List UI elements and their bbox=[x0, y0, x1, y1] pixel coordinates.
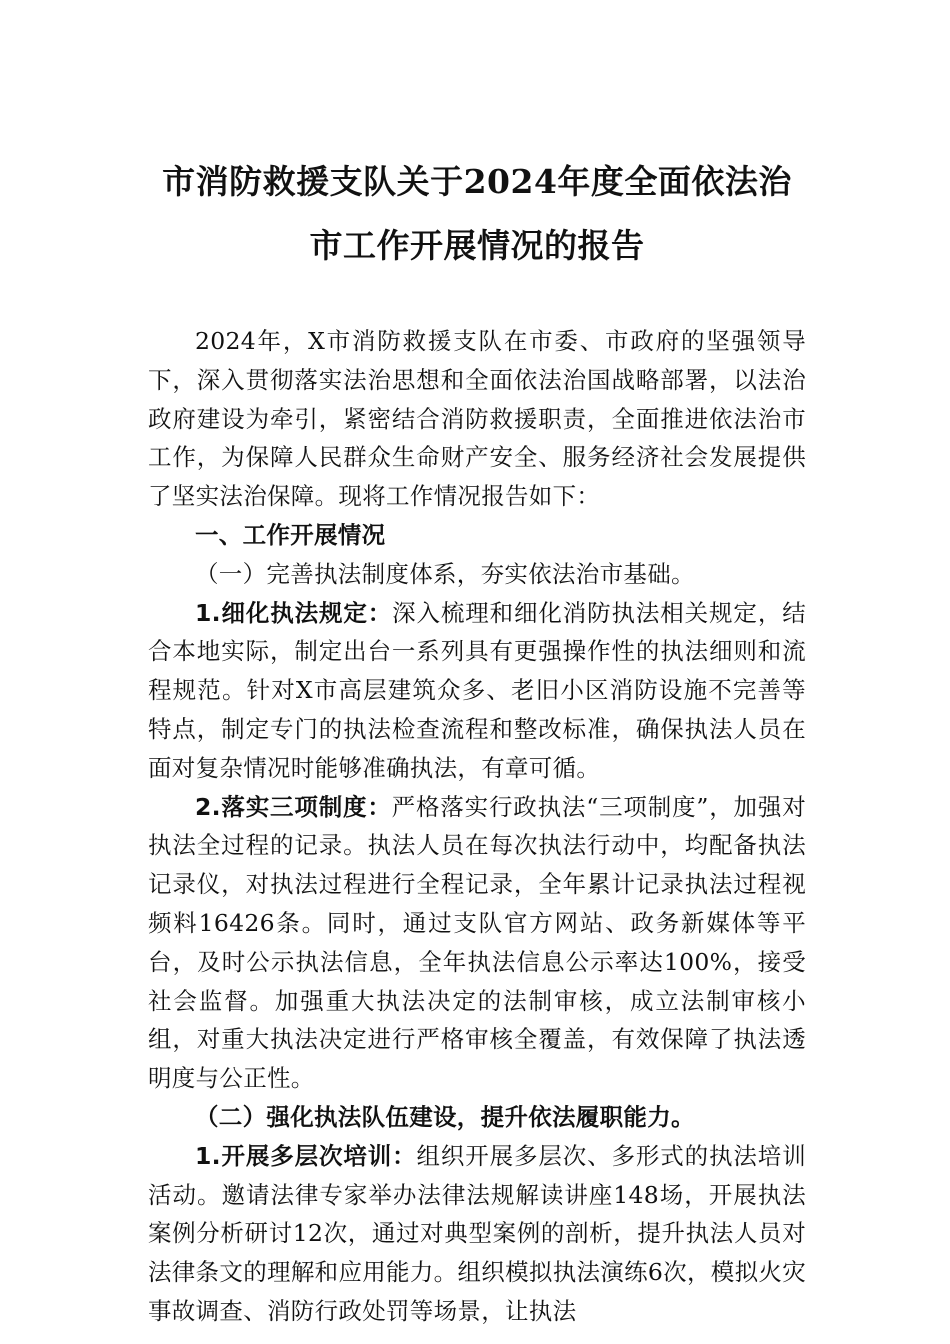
item-lead-1: 1.细化执法规定： bbox=[195, 598, 393, 627]
item-paragraph-2 bbox=[148, 788, 806, 1098]
item-text-3: 组织开展多层次、多形式的执法培训活动。邀请法律专家举办法律法规解读讲座148场，开展执法案例分析研讨12次，通过对典型案例的剖析，提升执法人员对法律条文的理解和应用能力。组织模拟执法演练6次，模拟火灾事故调查、消防行政处罚等场景，让执法 bbox=[148, 1141, 806, 1325]
document-title bbox=[148, 150, 806, 278]
item-lead-3: 1.开展多层次培训： bbox=[195, 1141, 417, 1170]
intro-paragraph: 2024年，X市消防救援支队在市委、市政府的坚强领导下，深入贯彻落实法治思想和全面依法治国战略部署，以法治政府建设为牵引，紧密结合消防救援职责，全面推进依法治市工作，为保障人民群众生命财产安全、服务经济社会发展提供了坚实法治保障。现将工作情况报告如下： bbox=[148, 327, 806, 511]
document-body bbox=[148, 322, 806, 1331]
item-paragraph-1 bbox=[148, 594, 806, 788]
item-lead-2: 2.落实三项制度： bbox=[195, 792, 392, 821]
document-page bbox=[148, 150, 806, 1331]
title-line-2: 市工作开展情况的报告 bbox=[309, 226, 645, 265]
item-text-1: 深入梳理和细化消防执法相关规定，结合本地实际，制定出台一系列具有更强操作性的执法细则和流程规范。针对X市高层建筑众多、老旧小区消防设施不完善等特点，制定专门的执法检查流程和整改标准，确保执法人员在面对复杂情况时能够准确执法，有章可循。 bbox=[148, 598, 806, 782]
item-text-2: 严格落实行政执法“三项制度”，加强对执法全过程的记录。执法人员在每次执法行动中，均配备执法记录仪，对执法过程进行全程记录，全年累计记录执法过程视频料16426条。同时，通过支队官方网站、政务新媒体等平台，及时公示执法信息，全年执法信息公示率达100%，接受社会监督。加强重大执法决定的法制审核，成立法制审核小组，对重大执法决定进行严格审核全覆盖，有效保障了执法透明度与公正性。 bbox=[148, 792, 806, 1093]
subsection-heading-2: （二）强化执法队伍建设，提升依法履职能力。 bbox=[195, 1102, 695, 1131]
item-paragraph-3 bbox=[148, 1137, 806, 1331]
title-line-1: 市消防救援支队关于2024年度全面依法治 bbox=[162, 162, 792, 201]
subsection-heading-1: （一）完善执法制度体系，夯实依法治市基础。 bbox=[195, 559, 695, 588]
section-heading-1: 一、工作开展情况 bbox=[195, 520, 386, 549]
